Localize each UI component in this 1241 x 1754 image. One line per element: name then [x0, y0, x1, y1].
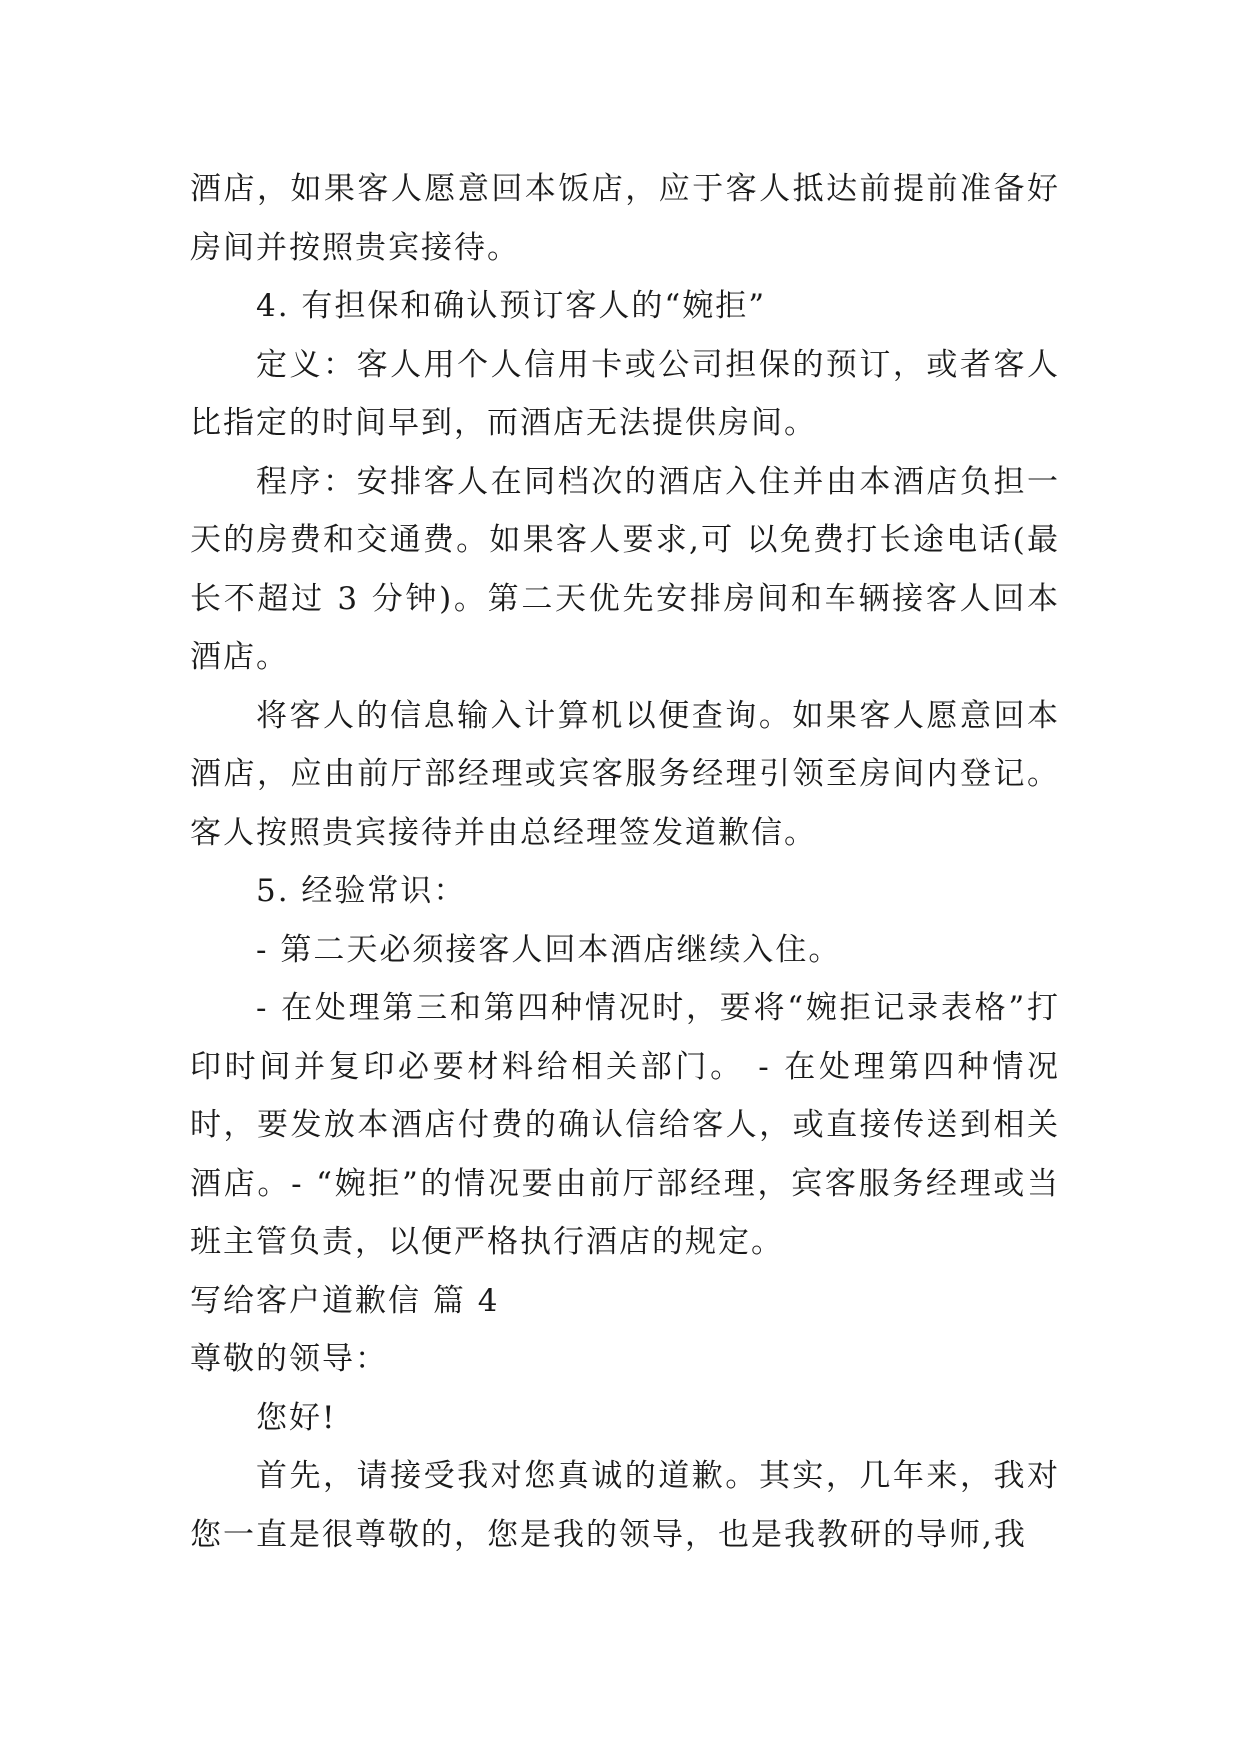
item-5-heading: 5. 经验常识： [256, 873, 467, 909]
document-body [190, 160, 1060, 1564]
record-paragraph: 将客人的信息输入计算机以便查询。如果客人愿意回本酒店，应由前厅部经理或宾客服务经理引领至房间内登记。客人按照贵宾接待并由总经理签发道歉信。 [190, 697, 1060, 851]
greeting: 您好! [256, 1399, 337, 1436]
section-title: 写给客户道歉信 篇 4 [190, 1282, 500, 1319]
procedure-paragraph: 程序：安排客人在同档次的酒店入住并由本酒店负担一天的房费和交通费。如果客人要求,可 以免费打长途电话(最长不超过 3 分钟)。第二天优先安排房间和车辆接客人回本酒店。 [190, 463, 1060, 675]
tip-paragraph-2: - 在处理第三和第四种情况时，要将“婉拒记录表格”打印时间并复印必要材料给相关部门。 - 在处理第四种情况时，要发放本酒店付费的确认信给客人，或直接传送到相关酒店。- “婉拒”的情况要由前厅部经理，宾客服务经理或当班主管负责，以便严格执行酒店的规定。 [190, 990, 1060, 1260]
definition-paragraph: 定义：客人用个人信用卡或公司担保的预订，或者客人比指定的时间早到，而酒店无法提供房间。 [190, 346, 1060, 441]
salutation: 尊敬的领导： [190, 1341, 388, 1377]
paragraph-continuation: 酒店，如果客人愿意回本饭店，应于客人抵达前提前准备好房间并按照贵宾接待。 [190, 171, 1060, 266]
letter-body-paragraph: 首先，请接受我对您真诚的道歉。其实，几年来，我对您一直是很尊敬的，您是我的领导，也是我教研的导师,我 [190, 1458, 1060, 1553]
item-4-heading: 4. 有担保和确认预订客人的“婉拒” [256, 288, 767, 324]
tip-paragraph-1: - 第二天必须接客人回本酒店继续入住。 [256, 931, 842, 968]
